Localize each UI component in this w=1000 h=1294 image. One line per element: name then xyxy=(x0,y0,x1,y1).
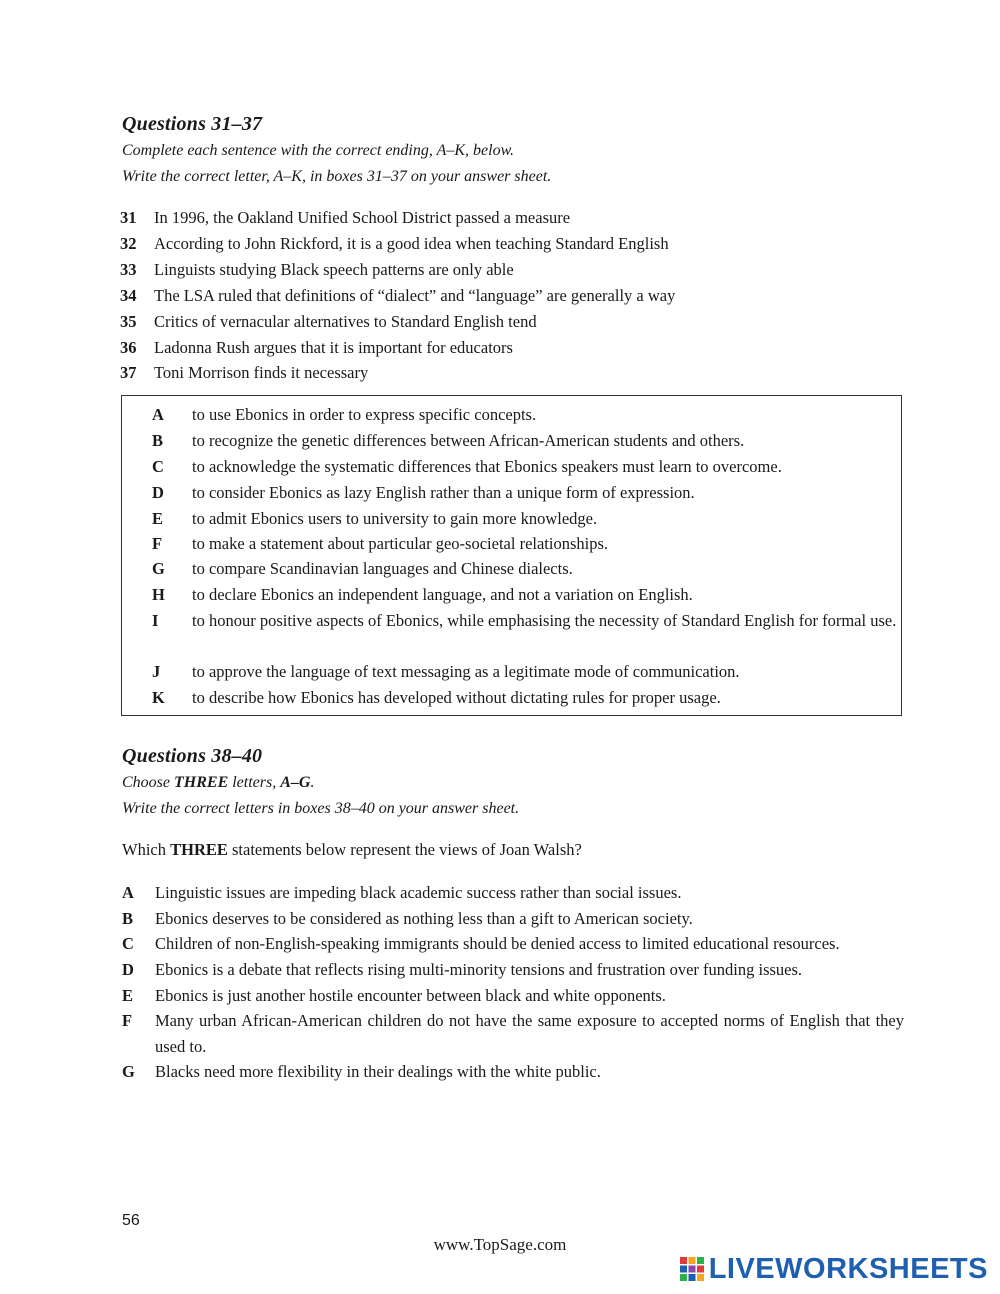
sentence-stem xyxy=(120,309,920,335)
ending-option xyxy=(152,402,897,428)
stem-number: 34 xyxy=(120,286,137,305)
section1-instruction-2: Write the correct letter, A–K, in boxes 31–37 on your answer sheet. xyxy=(122,168,552,185)
instruction-emphasis: THREE xyxy=(174,774,229,791)
ending-option xyxy=(152,506,897,532)
ending-text: to compare Scandinavian languages and Chinese dialects. xyxy=(192,559,573,578)
question-text: Which xyxy=(122,840,171,859)
option-text: Blacks need more flexibility in their dealings with the white public. xyxy=(155,1062,601,1081)
option-letter: A xyxy=(122,883,134,902)
ending-text: to honour positive aspects of Ebonics, while emphasising the necessity of Standard English for formal use. xyxy=(192,611,897,630)
ending-text: to declare Ebonics an independent language, and not a variation on English. xyxy=(192,585,693,604)
question-prompt xyxy=(122,840,582,860)
option-letter: E xyxy=(122,986,134,1005)
ending-text: to recognize the genetic differences between African-American students and others. xyxy=(192,431,745,450)
sentence-stem xyxy=(120,231,920,257)
ending-letter: C xyxy=(152,457,164,476)
ending-letter: I xyxy=(152,611,159,630)
ending-letter: F xyxy=(152,534,163,553)
ending-text: to admit Ebonics users to university to gain more knowledge. xyxy=(192,509,598,528)
section1-heading: Questions 31–37 xyxy=(122,113,263,135)
answer-option xyxy=(122,983,904,1009)
option-text: Children of non-English-speaking immigrants should be denied access to limited educational resources. xyxy=(155,934,840,953)
ending-letter: H xyxy=(152,585,165,604)
section2-instruction-2: Write the correct letters in boxes 38–40 on your answer sheet. xyxy=(122,800,520,817)
instruction-text: letters, xyxy=(228,774,281,791)
stem-text: Critics of vernacular alternatives to Standard English tend xyxy=(154,312,537,331)
sentence-stem xyxy=(120,335,920,361)
ending-option xyxy=(152,582,897,608)
stem-text: In 1996, the Oakland Unified School District passed a measure xyxy=(154,208,571,227)
stem-number: 31 xyxy=(120,208,137,227)
ending-option xyxy=(152,428,897,454)
ending-text: to use Ebonics in order to express specific concepts. xyxy=(192,405,537,424)
question-text: statements below represent the views of Joan Walsh? xyxy=(227,840,582,859)
ending-option xyxy=(152,531,897,557)
option-letter: D xyxy=(122,960,134,979)
stem-number: 37 xyxy=(120,363,137,382)
stem-number: 36 xyxy=(120,338,137,357)
ending-option xyxy=(152,556,897,582)
ending-text: to acknowledge the systematic differences that Ebonics speakers must learn to overcome. xyxy=(192,457,782,476)
site-url: www.TopSage.com xyxy=(433,1235,567,1254)
ending-option xyxy=(152,685,897,711)
option-letter: G xyxy=(122,1062,135,1081)
option-text: Ebonics is a debate that reflects rising multi-minority tensions and frustration over funding issues. xyxy=(155,960,803,979)
ending-letter: D xyxy=(152,483,164,502)
stem-text: Ladonna Rush argues that it is important for educators xyxy=(154,338,513,357)
answer-option xyxy=(122,1008,904,1060)
ending-letter: B xyxy=(152,431,164,450)
ending-option xyxy=(152,608,897,634)
stem-text: Toni Morrison finds it necessary xyxy=(154,363,369,382)
answer-option xyxy=(122,931,904,957)
ending-text: to approve the language of text messaging as a legitimate mode of communication. xyxy=(192,662,740,681)
ending-letter: J xyxy=(152,662,161,681)
brand-name: LIVEWORKSHEETS xyxy=(708,1252,988,1285)
stem-number: 35 xyxy=(120,312,137,331)
option-text: Many urban African-American children do not have the same exposure to accepted norms of English that they used to. xyxy=(155,1011,904,1056)
option-text: Linguistic issues are impeding black academic success rather than social issues. xyxy=(155,883,682,902)
section1-instruction-1: Complete each sentence with the correct ending, A–K, below. xyxy=(122,142,515,159)
sentence-stem xyxy=(120,283,920,309)
liveworksheets-brand[interactable] xyxy=(679,1252,988,1286)
ending-option xyxy=(152,454,897,480)
question-emphasis: THREE xyxy=(170,840,228,859)
page-number: 56 xyxy=(122,1212,140,1229)
ending-letter: A xyxy=(152,405,164,424)
answer-option xyxy=(122,880,904,906)
instruction-text: . xyxy=(310,774,315,791)
option-text: Ebonics is just another hostile encounter between black and white opponents. xyxy=(155,986,666,1005)
section2-heading: Questions 38–40 xyxy=(122,745,263,767)
ending-letter: K xyxy=(152,688,165,707)
sentence-stem xyxy=(120,205,920,231)
liveworksheets-logo-icon xyxy=(679,1256,705,1282)
ending-text: to describe how Ebonics has developed without dictating rules for proper usage. xyxy=(192,688,721,707)
sentence-stem xyxy=(120,257,920,283)
instruction-emphasis: A–G xyxy=(280,774,311,791)
option-letter: C xyxy=(122,934,134,953)
answer-option xyxy=(122,1059,904,1085)
endings-box xyxy=(121,395,902,716)
stem-text: According to John Rickford, it is a good idea when teaching Standard English xyxy=(154,234,669,253)
answer-option xyxy=(122,957,904,983)
stem-number: 32 xyxy=(120,234,137,253)
stem-number: 33 xyxy=(120,260,137,279)
ending-option xyxy=(152,480,897,506)
option-letter: B xyxy=(122,909,134,928)
section2-instruction-1 xyxy=(122,774,314,792)
sentence-stem xyxy=(120,360,920,386)
stem-text: The LSA ruled that definitions of “dialect” and “language” are generally a way xyxy=(154,286,676,305)
option-text: Ebonics deserves to be considered as nothing less than a gift to American society. xyxy=(155,909,693,928)
instruction-text: Choose xyxy=(122,774,174,791)
answer-option xyxy=(122,906,904,932)
stem-text: Linguists studying Black speech patterns are only able xyxy=(154,260,514,279)
ending-letter: E xyxy=(152,509,164,528)
option-letter: F xyxy=(122,1011,133,1030)
ending-option xyxy=(152,659,897,685)
ending-text: to consider Ebonics as lazy English rather than a unique form of expression. xyxy=(192,483,695,502)
ending-letter: G xyxy=(152,559,165,578)
ending-text: to make a statement about particular geo-societal relationships. xyxy=(192,534,609,553)
